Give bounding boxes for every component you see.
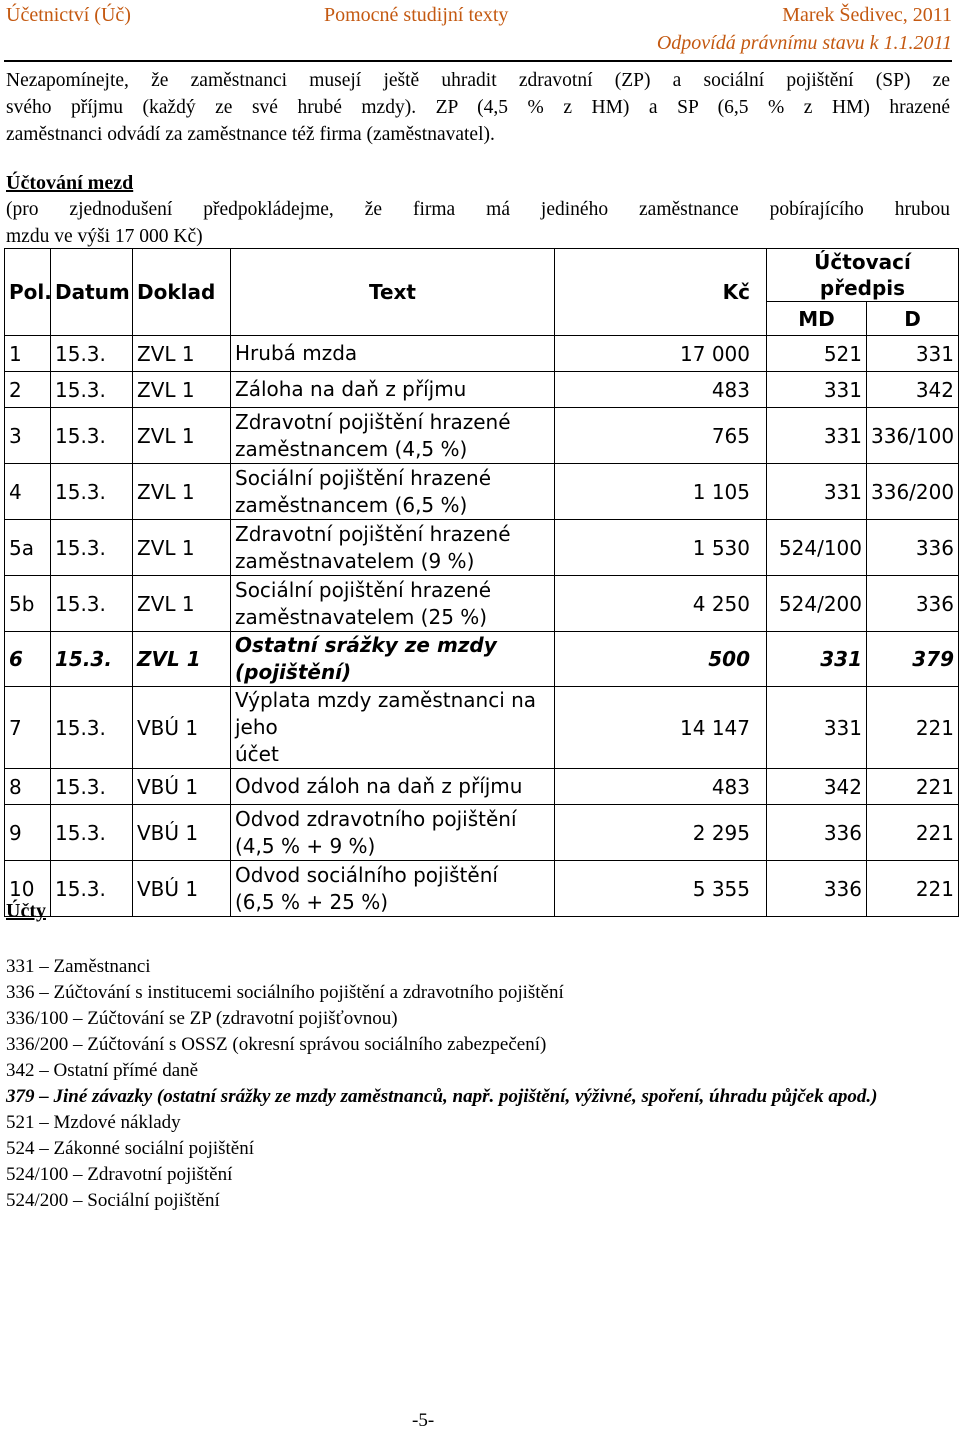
cell-d: 336/100 [867,408,959,464]
cell-doklad: VBÚ 1 [133,687,231,769]
cell-d: 221 [867,687,959,769]
cell-d: 336 [867,576,959,632]
cell-pol: 7 [5,687,51,769]
cell-kc: 483 [555,769,767,805]
cell-kc: 1 105 [555,464,767,520]
table-row [5,464,959,520]
intro-paragraph [6,67,950,148]
cell-text-line: Zdravotní pojištění hrazené [235,409,511,434]
cell-text-line: (6,5 % + 25 %) [235,889,389,914]
table-row [5,769,959,805]
cell-pol: 5b [5,576,51,632]
cell-doklad: ZVL 1 [133,464,231,520]
cell-datum: 15.3. [51,632,133,687]
intro-line: Nezapomínejte, že zaměstnanci musejí ještě uhradit zdravotní (ZP) a sociální pojištění (SP) ze [6,70,950,91]
cell-kc: 483 [555,372,767,408]
table-row [5,861,959,917]
cell-text [231,408,555,464]
cell-text [231,336,555,372]
account-item: 521 – Mzdové náklady [6,1112,181,1133]
cell-datum: 15.3. [51,336,133,372]
account-item: 524/100 – Zdravotní pojištění [6,1164,233,1185]
cell-md: 524/100 [767,520,867,576]
cell-text-line: Odvod sociálního pojištění [235,862,498,887]
cell-text-line: Sociální pojištění hrazené [235,465,492,490]
table-row [5,336,959,372]
cell-pol: 2 [5,372,51,408]
cell-datum: 15.3. [51,805,133,861]
cell-doklad: VBÚ 1 [133,861,231,917]
cell-d: 379 [867,632,959,687]
cell-doklad: ZVL 1 [133,520,231,576]
cell-text-line: Hrubá mzda [235,341,358,365]
header-course: Účetnictví (Úč) [6,4,131,26]
col-header-d: D [867,302,959,336]
account-item: 331 – Zaměstnanci [6,956,151,977]
cell-text [231,769,555,805]
cell-md: 331 [767,372,867,408]
page-number: -5- [412,1410,435,1431]
cell-datum: 15.3. [51,687,133,769]
account-item: 336/200 – Zúčtování s OSSZ (okresní správou sociálního zabezpečení) [6,1034,547,1055]
cell-md: 521 [767,336,867,372]
section-note-line: (pro zjednodušení předpokládejme, že firma má jediného zaměstnance pobírajícího hrubou [6,199,950,220]
cell-d: 221 [867,861,959,917]
cell-text [231,464,555,520]
account-item: 336 – Zúčtování s institucemi sociálního pojištění a zdravotního pojištění [6,982,564,1003]
account-item: 379 – Jiné závazky (ostatní srážky ze mzdy zaměstnanců, např. pojištění, výživné, spoření, úhradu půjček apod.) [6,1086,878,1107]
table-row [5,372,959,408]
cell-text-line: zaměstnancem (6,5 %) [235,492,468,517]
account-item: 524/200 – Sociální pojištění [6,1190,220,1211]
cell-pol: 5a [5,520,51,576]
intro-line: zaměstnanci odvádí za zaměstnance též firma (zaměstnavatel). [6,124,495,145]
table-row [5,520,959,576]
accounts-list [6,954,950,1214]
cell-text-line: Záloha na daň z příjmu [235,377,467,401]
cell-doklad: VBÚ 1 [133,769,231,805]
cell-kc: 5 355 [555,861,767,917]
cell-text-line: zaměstnavatelem (9 %) [235,548,475,573]
cell-pol: 4 [5,464,51,520]
cell-datum: 15.3. [51,408,133,464]
cell-doklad: VBÚ 1 [133,805,231,861]
header-author: Marek Šedivec, 2011 [782,4,952,26]
cell-doklad: ZVL 1 [133,336,231,372]
cell-d: 221 [867,805,959,861]
col-header-doklad: Doklad [133,249,231,336]
cell-text-line: zaměstnancem (4,5 %) [235,436,468,461]
cell-text [231,861,555,917]
col-header-pol: Pol. [5,249,51,336]
cell-text [231,632,555,687]
cell-text [231,576,555,632]
cell-md: 342 [767,769,867,805]
col-header-md: MD [767,302,867,336]
cell-md: 331 [767,408,867,464]
cell-kc: 765 [555,408,767,464]
cell-datum: 15.3. [51,576,133,632]
cell-pol: 10 [5,861,51,917]
table-row [5,805,959,861]
cell-md: 331 [767,632,867,687]
table-row [5,408,959,464]
table-row [5,687,959,769]
cell-doklad: ZVL 1 [133,408,231,464]
cell-d: 221 [867,769,959,805]
header-rule [4,60,952,62]
cell-md: 336 [767,805,867,861]
cell-doklad: ZVL 1 [133,576,231,632]
table-row [5,576,959,632]
cell-kc: 4 250 [555,576,767,632]
cell-kc: 17 000 [555,336,767,372]
cell-text-line: Výplata mzdy zaměstnanci na jeho [235,688,537,739]
table-header-row [5,249,959,302]
cell-d: 331 [867,336,959,372]
section-title: Účtování mezd [6,172,134,194]
cell-text-line: Odvod záloh na daň z příjmu [235,774,523,798]
account-item: 336/100 – Zúčtování se ZP (zdravotní pojišťovnou) [6,1008,398,1029]
cell-md: 331 [767,464,867,520]
cell-kc: 500 [555,632,767,687]
cell-text-line: Zdravotní pojištění hrazené [235,521,511,546]
ledger-table [4,248,959,917]
cell-pol: 9 [5,805,51,861]
cell-text [231,520,555,576]
cell-pol: 3 [5,408,51,464]
cell-md: 524/200 [767,576,867,632]
cell-text-line: Ostatní srážky ze mzdy (pojištění) [235,633,497,684]
cell-text [231,372,555,408]
cell-text [231,687,555,769]
cell-text-line: Odvod zdravotního pojištění [235,806,517,831]
cell-kc: 14 147 [555,687,767,769]
section-note [6,196,950,250]
cell-datum: 15.3. [51,520,133,576]
cell-kc: 2 295 [555,805,767,861]
cell-text-line: (4,5 % + 9 %) [235,833,376,858]
cell-text-line: účet [235,742,279,766]
accounts-title: Účty [6,900,46,922]
col-header-kc: Kč [555,249,767,336]
cell-kc: 1 530 [555,520,767,576]
cell-pol: 8 [5,769,51,805]
cell-text-line: zaměstnavatelem (25 %) [235,604,488,629]
header-doc-type: Pomocné studijní texty [324,4,509,26]
cell-d: 342 [867,372,959,408]
cell-pol: 1 [5,336,51,372]
cell-doklad: ZVL 1 [133,372,231,408]
cell-md: 336 [767,861,867,917]
cell-md: 331 [767,687,867,769]
cell-datum: 15.3. [51,769,133,805]
header-legal-state: Odpovídá právnímu stavu k 1.1.2011 [656,32,952,54]
col-header-predpis: Účtovací předpis [767,249,959,302]
cell-text [231,805,555,861]
cell-d: 336 [867,520,959,576]
cell-datum: 15.3. [51,861,133,917]
cell-text-line: Sociální pojištění hrazené [235,577,492,602]
cell-datum: 15.3. [51,372,133,408]
account-item: 524 – Zákonné sociální pojištění [6,1138,255,1159]
col-header-text: Text [231,249,555,336]
col-header-datum: Datum [51,249,133,336]
ledger-body [5,336,959,917]
cell-doklad: ZVL 1 [133,632,231,687]
cell-datum: 15.3. [51,464,133,520]
intro-line: svého příjmu (každý ze své hrubé mzdy). ZP (4,5 % z HM) a SP (6,5 % z HM) hrazené [6,97,950,118]
cell-pol: 6 [5,632,51,687]
account-item: 342 – Ostatní přímé daně [6,1060,199,1081]
section-note-line: mzdu ve výši 17 000 Kč) [6,226,203,247]
table-row [5,632,959,687]
cell-d: 336/200 [867,464,959,520]
